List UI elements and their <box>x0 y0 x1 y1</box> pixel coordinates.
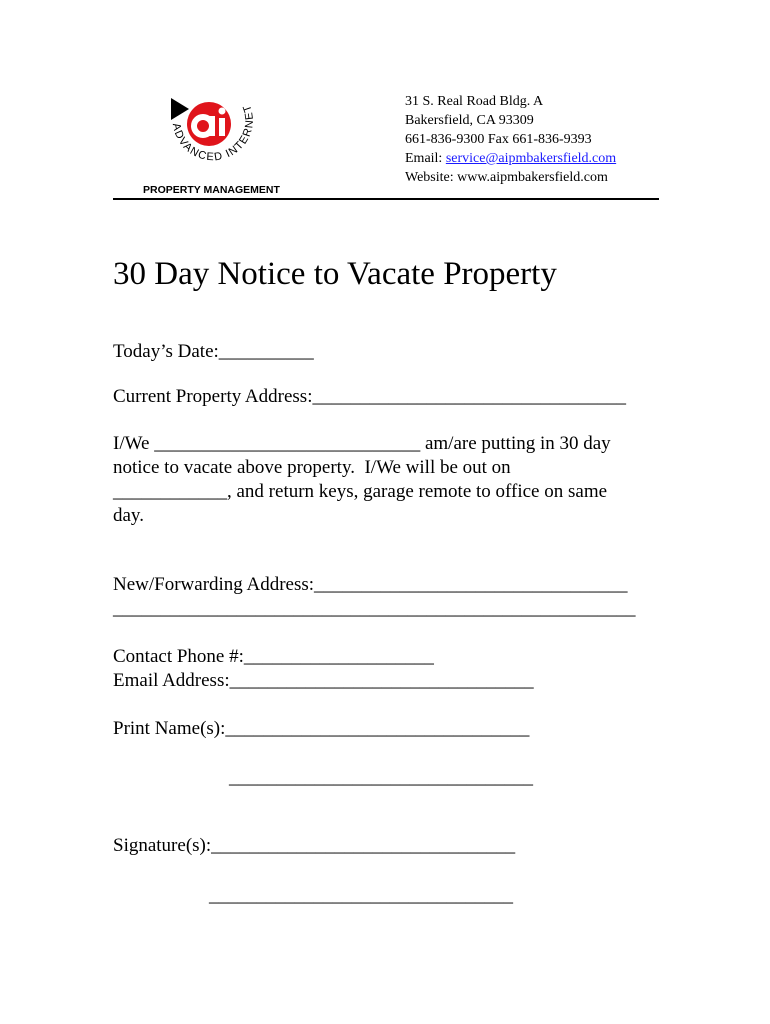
iwe-line-4: day. <box>113 505 144 526</box>
page-title: 30 Day Notice to Vacate Property <box>113 256 557 292</box>
company-logo <box>143 84 303 204</box>
contact-block <box>405 92 616 187</box>
property-management-label: PROPERTY MANAGEMENT <box>143 184 280 196</box>
email-link[interactable]: service@aipmbakersfield.com <box>445 151 617 166</box>
forwarding-address-field[interactable]: New/Forwarding Address:_________________________________ <box>113 574 628 595</box>
email-label: Email: <box>405 151 446 166</box>
email-line <box>405 149 616 168</box>
email-address-field[interactable]: Email Address:________________________________ <box>113 670 534 691</box>
header-divider <box>113 198 659 200</box>
signatures-line-2[interactable]: ________________________________ <box>209 885 513 906</box>
todays-date-field[interactable]: Today’s Date:__________ <box>113 341 314 362</box>
iwe-line-1[interactable]: I/We ____________________________ am/are putting in 30 day <box>113 433 611 454</box>
address-line-2: Bakersfield, CA 93309 <box>405 113 534 128</box>
logo-ring-text: ADVANCED INTERNET <box>169 102 257 164</box>
current-address-field[interactable]: Current Property Address:_________________________________ <box>113 386 626 407</box>
website-line: Website: www.aipmbakersfield.com <box>405 170 608 185</box>
contact-phone-field[interactable]: Contact Phone #:____________________ <box>113 646 434 667</box>
address-line-1: 31 S. Real Road Bldg. A <box>405 94 544 109</box>
print-names-field[interactable]: Print Name(s):________________________________ <box>113 718 530 739</box>
iwe-line-2: notice to vacate above property. I/We will be out on <box>113 457 511 478</box>
iwe-line-3[interactable]: ____________, and return keys, garage remote to office on same <box>113 481 608 502</box>
forwarding-address-line-2[interactable]: _______________________________________________________ <box>113 598 636 619</box>
phone-fax: 661-836-9300 Fax 661-836-9393 <box>405 132 592 147</box>
signatures-field[interactable]: Signature(s):________________________________ <box>113 835 516 856</box>
print-names-line-2[interactable]: ________________________________ <box>229 767 533 788</box>
